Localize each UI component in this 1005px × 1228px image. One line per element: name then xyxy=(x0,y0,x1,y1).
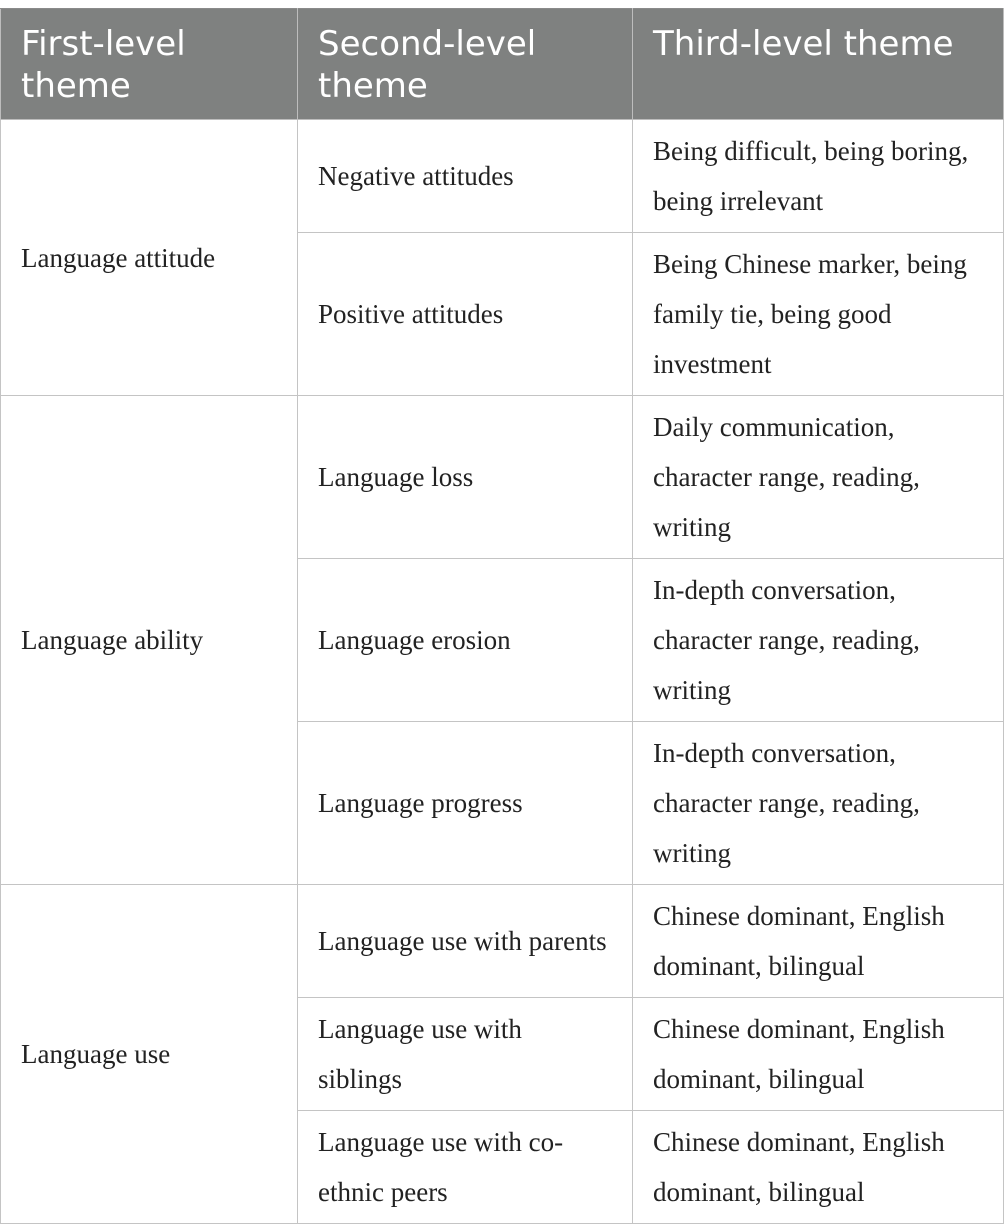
second-level-cell: Language use with parents xyxy=(298,885,633,998)
table-header xyxy=(1,9,1004,120)
first-level-cell: Language use xyxy=(1,885,298,1224)
themes-table xyxy=(0,8,1004,1224)
table-row xyxy=(1,120,1004,233)
second-level-cell: Language use with co-ethnic peers xyxy=(298,1111,633,1224)
table-row xyxy=(1,396,1004,559)
first-level-cell: Language attitude xyxy=(1,120,298,396)
header-second-level: Second-level theme xyxy=(298,9,633,120)
second-level-cell: Language loss xyxy=(298,396,633,559)
second-level-cell: Language use with siblings xyxy=(298,998,633,1111)
table-body xyxy=(1,120,1004,1224)
third-level-cell: Being difficult, being boring, being irrelevant xyxy=(633,120,1004,233)
second-level-cell: Negative attitudes xyxy=(298,120,633,233)
first-level-cell: Language ability xyxy=(1,396,298,885)
header-row xyxy=(1,9,1004,120)
second-level-cell: Positive attitudes xyxy=(298,233,633,396)
table-row xyxy=(1,885,1004,998)
header-first-level: First-level theme xyxy=(1,9,298,120)
header-third-level: Third-level theme xyxy=(633,9,1004,120)
second-level-cell: Language erosion xyxy=(298,559,633,722)
third-level-cell: Chinese dominant, English dominant, bilingual xyxy=(633,1111,1004,1224)
third-level-cell: Daily communication, character range, reading, writing xyxy=(633,396,1004,559)
third-level-cell: In-depth conversation, character range, reading, writing xyxy=(633,722,1004,885)
third-level-cell: Chinese dominant, English dominant, bilingual xyxy=(633,998,1004,1111)
second-level-cell: Language progress xyxy=(298,722,633,885)
third-level-cell: Chinese dominant, English dominant, bilingual xyxy=(633,885,1004,998)
third-level-cell: Being Chinese marker, being family tie, being good investment xyxy=(633,233,1004,396)
third-level-cell: In-depth conversation, character range, reading, writing xyxy=(633,559,1004,722)
